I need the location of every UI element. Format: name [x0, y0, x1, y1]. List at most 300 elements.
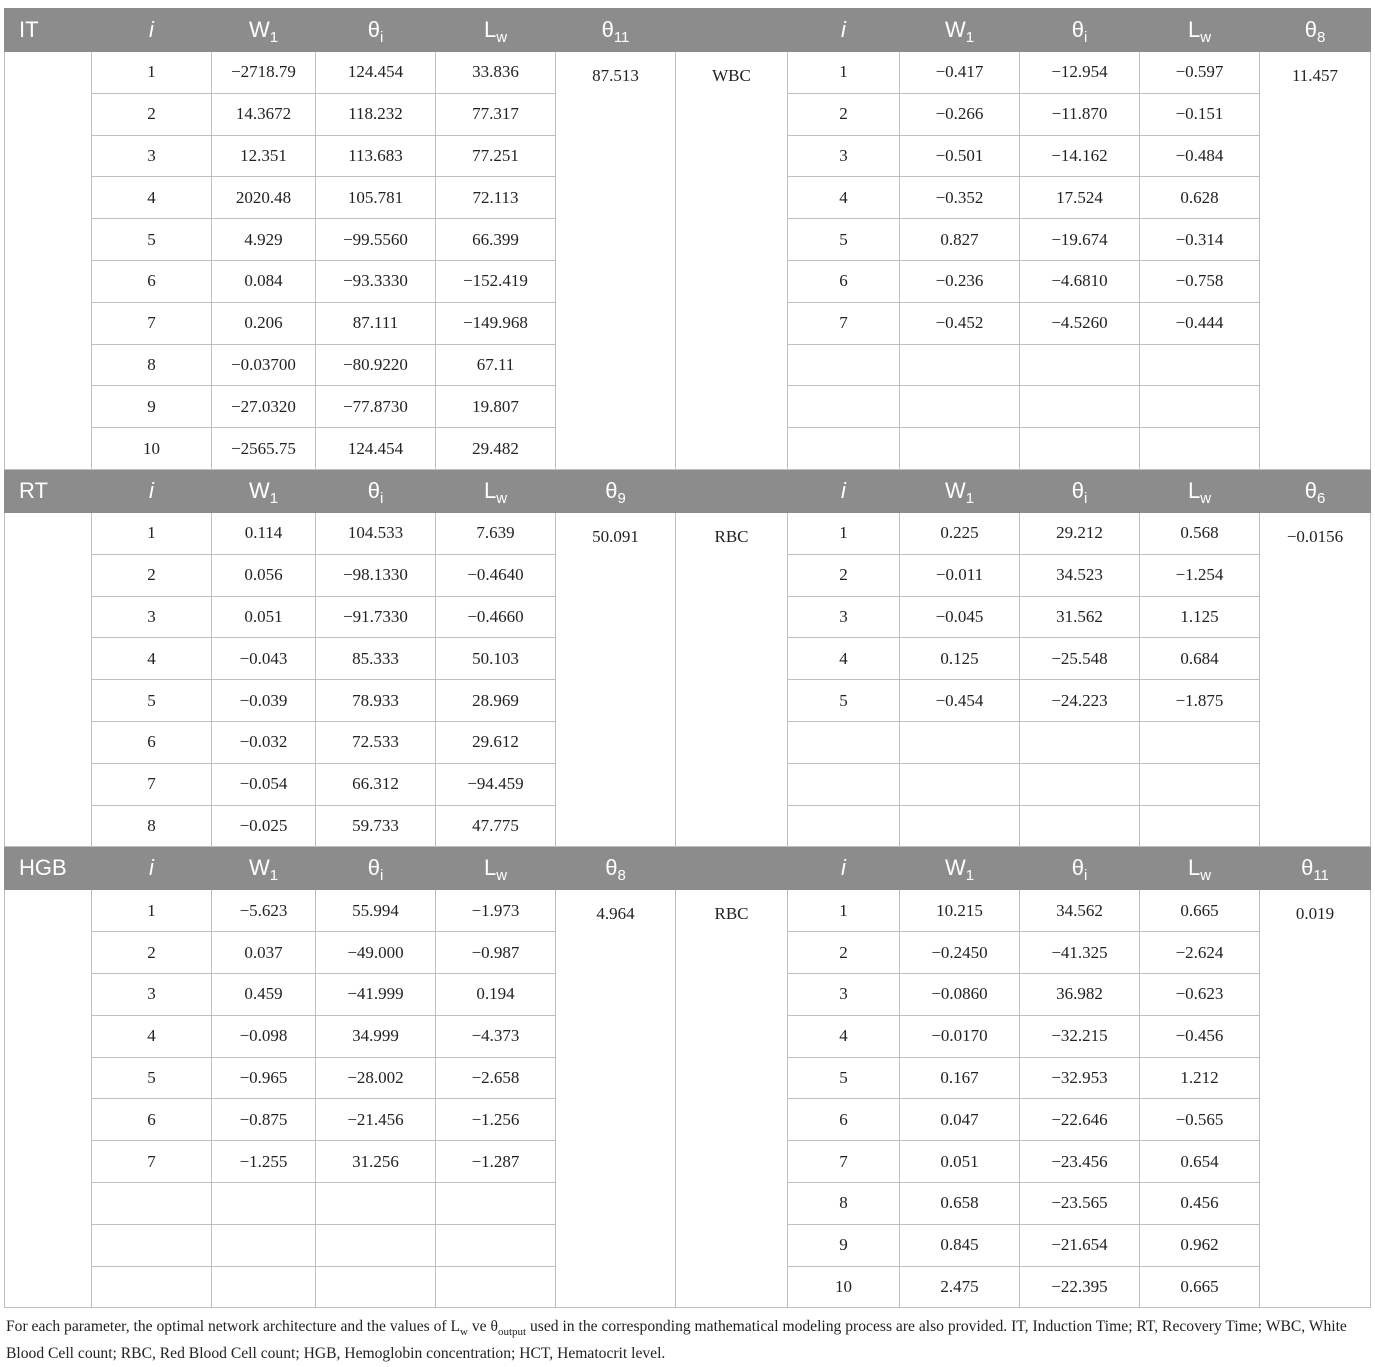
cell-lw: 0.568: [1140, 512, 1260, 554]
cell-index: 4: [788, 638, 900, 680]
cell-weight: 0.827: [900, 219, 1020, 261]
col-header-lw-symbol: L: [1187, 477, 1201, 503]
cell-theta: −98.1330: [316, 554, 436, 596]
col-header-theta-output-symbol: θ: [1301, 855, 1314, 881]
cell-index: 1: [92, 890, 212, 932]
col-header-lw: [1140, 9, 1260, 52]
cell-index: 7: [92, 1141, 212, 1183]
cell-weight: [900, 805, 1020, 847]
cell-weight: −0.011: [900, 554, 1020, 596]
cell-theta: −4.5260: [1020, 302, 1140, 344]
cell-index: 5: [788, 1057, 900, 1099]
col-header-theta-output-subscript: 6: [1316, 489, 1326, 507]
cell-index: 8: [92, 805, 212, 847]
footnote-theta-subscript: output: [497, 1326, 527, 1339]
col-header-theta-subscript: i: [1083, 867, 1088, 885]
cell-weight: −2565.75: [212, 428, 316, 470]
cell-weight: 12.351: [212, 135, 316, 177]
col-header-lw: [436, 847, 556, 890]
col-header-theta: [316, 9, 436, 52]
cell-index: 7: [788, 1141, 900, 1183]
col-header-index: [92, 469, 212, 512]
cell-weight: −0.045: [900, 596, 1020, 638]
cell-theta: [1020, 763, 1140, 805]
cell-lw: 29.482: [436, 428, 556, 470]
col-header-index-symbol: i: [841, 17, 846, 42]
cell-index: [788, 386, 900, 428]
cell-lw: 0.665: [1140, 1266, 1260, 1308]
cell-lw: 77.317: [436, 93, 556, 135]
cell-weight: [900, 763, 1020, 805]
cell-weight: 14.3672: [212, 93, 316, 135]
cell-index: 4: [92, 1015, 212, 1057]
page: [4, 8, 1370, 1364]
cell-index: 1: [788, 52, 900, 94]
cell-index: 5: [92, 219, 212, 261]
cell-theta: −99.5560: [316, 219, 436, 261]
cell-theta: −23.456: [1020, 1141, 1140, 1183]
cell-index: 7: [92, 763, 212, 805]
cell-index: 7: [92, 302, 212, 344]
col-header-theta-output-symbol: θ: [1304, 17, 1317, 42]
cell-index: 3: [788, 973, 900, 1015]
cell-weight: −0.039: [212, 680, 316, 722]
cell-theta: 72.533: [316, 721, 436, 763]
cell-lw: 0.962: [1140, 1224, 1260, 1266]
col-header-index-symbol: i: [841, 855, 846, 881]
col-header-weight-subscript: 1: [965, 867, 975, 885]
col-header-theta-subscript: i: [379, 29, 384, 46]
col-header-weight-symbol: W: [944, 17, 966, 42]
cell-weight: −27.0320: [212, 386, 316, 428]
col-header-lw-symbol: L: [483, 477, 497, 503]
cell-lw: 28.969: [436, 680, 556, 722]
cell-theta: −28.002: [316, 1057, 436, 1099]
cell-index: 4: [788, 1015, 900, 1057]
col-header-index-symbol: i: [841, 477, 846, 503]
group-label: IT: [5, 9, 92, 52]
table-row: [5, 512, 1371, 554]
cell-weight: −0.0860: [900, 973, 1020, 1015]
cell-lw: 19.807: [436, 386, 556, 428]
col-header-index: [92, 847, 212, 890]
cell-weight: 2.475: [900, 1266, 1020, 1308]
cell-index: 2: [788, 93, 900, 135]
cell-theta: −41.999: [316, 973, 436, 1015]
header-spacer: [676, 847, 788, 890]
cell-lw: [1140, 386, 1260, 428]
col-header-weight-subscript: 1: [269, 867, 279, 885]
col-header-theta-symbol: θ: [367, 477, 380, 503]
cell-index: 9: [788, 1224, 900, 1266]
group-label: HGB: [5, 847, 92, 890]
cell-index: 5: [788, 680, 900, 722]
cell-weight: −0.025: [212, 805, 316, 847]
cell-lw: 50.103: [436, 638, 556, 680]
cell-theta: 17.524: [1020, 177, 1140, 219]
cell-lw: [1140, 763, 1260, 805]
cell-weight: 2020.48: [212, 177, 316, 219]
cell-weight: 0.206: [212, 302, 316, 344]
cell-weight: 0.167: [900, 1057, 1020, 1099]
cell-lw: [1140, 344, 1260, 386]
col-header-lw: [436, 469, 556, 512]
col-header-index: [788, 9, 900, 52]
theta-output-value: −0.0156: [1260, 512, 1371, 846]
cell-index: [788, 428, 900, 470]
cell-weight: −0.875: [212, 1099, 316, 1141]
cell-theta: 29.212: [1020, 512, 1140, 554]
cell-theta: 34.523: [1020, 554, 1140, 596]
cell-weight: −0.452: [900, 302, 1020, 344]
col-header-theta-output: [556, 469, 676, 512]
cell-theta: 66.312: [316, 763, 436, 805]
col-header-lw-symbol: L: [1187, 17, 1201, 42]
cell-weight: [900, 344, 1020, 386]
cell-lw: −1.287: [436, 1141, 556, 1183]
cell-weight: −0.2450: [900, 932, 1020, 974]
col-header-theta: [316, 469, 436, 512]
cell-weight: [900, 386, 1020, 428]
table-row: [5, 52, 1371, 94]
col-header-theta: [1020, 9, 1140, 52]
cell-lw: −0.987: [436, 932, 556, 974]
col-header-theta-output-subscript: 11: [613, 29, 630, 46]
cell-weight: [900, 428, 1020, 470]
col-header-theta-symbol: θ: [1071, 477, 1084, 503]
cell-theta: 31.256: [316, 1141, 436, 1183]
footnote-text-2: ve θ: [467, 1318, 498, 1336]
cell-index: 4: [92, 638, 212, 680]
cell-weight: 0.845: [900, 1224, 1020, 1266]
cell-theta: [1020, 805, 1140, 847]
cell-weight: −0.098: [212, 1015, 316, 1057]
cell-lw: 0.194: [436, 973, 556, 1015]
group-label: RT: [5, 469, 92, 512]
col-header-lw-symbol: L: [1187, 855, 1201, 881]
cell-index: [788, 805, 900, 847]
cell-theta: 59.733: [316, 805, 436, 847]
cell-index: 2: [92, 93, 212, 135]
cell-lw: 29.612: [436, 721, 556, 763]
cell-lw: −0.758: [1140, 260, 1260, 302]
col-header-index: [788, 469, 900, 512]
cell-theta: 34.999: [316, 1015, 436, 1057]
cell-lw: −0.623: [1140, 973, 1260, 1015]
cell-lw: −1.254: [1140, 554, 1260, 596]
col-header-theta-symbol: θ: [1071, 855, 1084, 881]
cell-weight: −0.454: [900, 680, 1020, 722]
cell-weight: 0.084: [212, 260, 316, 302]
col-header-theta-output-subscript: 9: [617, 489, 626, 507]
col-header-theta-subscript: i: [1083, 489, 1088, 507]
cell-lw: 0.654: [1140, 1141, 1260, 1183]
secondary-group-label: RBC: [676, 512, 788, 846]
cell-index: 8: [92, 344, 212, 386]
table-row: [5, 890, 1371, 932]
footnote-lw-subscript: w: [460, 1326, 468, 1339]
col-header-lw-subscript: w: [496, 867, 508, 885]
cell-index: 2: [788, 932, 900, 974]
col-header-theta-output: [1260, 469, 1371, 512]
cell-theta: 113.683: [316, 135, 436, 177]
col-header-weight: [212, 469, 316, 512]
header-spacer: [676, 9, 788, 52]
cell-weight: [900, 721, 1020, 763]
cell-theta: −21.654: [1020, 1224, 1140, 1266]
cell-index: 1: [788, 512, 900, 554]
col-header-lw-subscript: w: [1200, 489, 1212, 507]
cell-theta: −23.565: [1020, 1182, 1140, 1224]
cell-lw: −2.624: [1140, 932, 1260, 974]
cell-weight: 0.056: [212, 554, 316, 596]
col-header-weight-symbol: W: [944, 477, 966, 503]
cell-index: 5: [788, 219, 900, 261]
cell-lw: 1.125: [1140, 596, 1260, 638]
cell-index: [92, 1182, 212, 1224]
cell-lw: −0.4640: [436, 554, 556, 596]
cell-lw: −149.968: [436, 302, 556, 344]
cell-index: 3: [92, 973, 212, 1015]
col-header-weight: [900, 847, 1020, 890]
cell-lw: −94.459: [436, 763, 556, 805]
cell-theta: 78.933: [316, 680, 436, 722]
cell-theta: [316, 1266, 436, 1308]
group-blank-cell: [5, 512, 92, 846]
cell-index: 4: [788, 177, 900, 219]
col-header-weight-symbol: W: [248, 855, 270, 881]
cell-lw: −0.151: [1140, 93, 1260, 135]
cell-index: 5: [92, 1057, 212, 1099]
secondary-group-label: RBC: [676, 890, 788, 1308]
cell-weight: −0.352: [900, 177, 1020, 219]
cell-theta: [316, 1182, 436, 1224]
cell-lw: [436, 1182, 556, 1224]
cell-theta: 124.454: [316, 52, 436, 94]
cell-index: 6: [92, 260, 212, 302]
cell-theta: −91.7330: [316, 596, 436, 638]
cell-lw: −4.373: [436, 1015, 556, 1057]
cell-lw: [436, 1266, 556, 1308]
cell-lw: 7.639: [436, 512, 556, 554]
theta-output-value: 50.091: [556, 512, 676, 846]
cell-theta: 124.454: [316, 428, 436, 470]
cell-theta: [1020, 721, 1140, 763]
cell-weight: 0.051: [900, 1141, 1020, 1183]
col-header-index: [788, 847, 900, 890]
cell-lw: 67.11: [436, 344, 556, 386]
cell-weight: [212, 1182, 316, 1224]
col-header-theta-symbol: θ: [367, 17, 380, 42]
cell-index: 1: [788, 890, 900, 932]
col-header-lw-symbol: L: [483, 855, 497, 881]
col-header-theta-output: [1260, 847, 1371, 890]
cell-index: 6: [788, 1099, 900, 1141]
col-header-theta-output-symbol: θ: [605, 855, 618, 881]
cell-theta: −32.215: [1020, 1015, 1140, 1057]
col-header-lw-subscript: w: [1200, 867, 1212, 885]
cell-index: 2: [788, 554, 900, 596]
cell-weight: 10.215: [900, 890, 1020, 932]
cell-theta: −22.395: [1020, 1266, 1140, 1308]
col-header-lw: [1140, 469, 1260, 512]
cell-index: 1: [92, 512, 212, 554]
cell-weight: 0.037: [212, 932, 316, 974]
cell-weight: −1.255: [212, 1141, 316, 1183]
cell-weight: [212, 1224, 316, 1266]
cell-index: 2: [92, 932, 212, 974]
cell-weight: −0.032: [212, 721, 316, 763]
col-header-theta-symbol: θ: [1071, 17, 1084, 42]
theta-output-value: 4.964: [556, 890, 676, 1308]
col-header-theta-subscript: i: [1083, 29, 1088, 46]
cell-theta: [1020, 386, 1140, 428]
footnote-text-3: used in the corresponding mathematical modeling process are also provided. IT, Induction Time; RT, Recovery Time; WBC, White Blood Cell count; RBC, Red Blood Cell count; HGB, Hemoglobin concentration; HCT, Hematocrit level.: [6, 1318, 1347, 1363]
col-header-theta-output-subscript: 8: [1316, 29, 1326, 46]
cell-theta: −93.3330: [316, 260, 436, 302]
col-header-weight-subscript: 1: [965, 489, 975, 507]
cell-theta: 34.562: [1020, 890, 1140, 932]
cell-theta: −77.8730: [316, 386, 436, 428]
cell-weight: −0.965: [212, 1057, 316, 1099]
cell-theta: [316, 1224, 436, 1266]
table-body: [5, 9, 1371, 1308]
cell-index: 6: [788, 260, 900, 302]
cell-index: 6: [92, 721, 212, 763]
col-header-index-symbol: i: [149, 17, 154, 42]
cell-weight: [212, 1266, 316, 1308]
cell-theta: −14.162: [1020, 135, 1140, 177]
col-header-index-symbol: i: [149, 477, 154, 503]
cell-weight: 0.459: [212, 973, 316, 1015]
cell-theta: −4.6810: [1020, 260, 1140, 302]
cell-lw: −0.314: [1140, 219, 1260, 261]
cell-weight: 0.114: [212, 512, 316, 554]
footnote-text-1: For each parameter, the optimal network architecture and the values of L: [6, 1318, 461, 1336]
cell-lw: 0.456: [1140, 1182, 1260, 1224]
cell-lw: −2.658: [436, 1057, 556, 1099]
theta-output-value: 0.019: [1260, 890, 1371, 1308]
cell-theta: −19.674: [1020, 219, 1140, 261]
col-header-weight: [900, 469, 1020, 512]
cell-weight: 4.929: [212, 219, 316, 261]
col-header-theta-subscript: i: [379, 867, 384, 885]
cell-theta: −22.646: [1020, 1099, 1140, 1141]
col-header-theta-output-symbol: θ: [605, 477, 618, 503]
col-header-theta-output-symbol: θ: [1304, 477, 1317, 503]
cell-theta: −25.548: [1020, 638, 1140, 680]
header-spacer: [676, 469, 788, 512]
col-header-theta-output: [556, 847, 676, 890]
cell-weight: −0.03700: [212, 344, 316, 386]
cell-lw: −152.419: [436, 260, 556, 302]
col-header-theta: [316, 847, 436, 890]
col-header-index-symbol: i: [149, 855, 154, 881]
col-header-lw: [436, 9, 556, 52]
cell-lw: −0.484: [1140, 135, 1260, 177]
cell-index: [788, 721, 900, 763]
cell-theta: −49.000: [316, 932, 436, 974]
cell-theta: 85.333: [316, 638, 436, 680]
cell-theta: 118.232: [316, 93, 436, 135]
cell-theta: −11.870: [1020, 93, 1140, 135]
cell-lw: −0.597: [1140, 52, 1260, 94]
cell-lw: −0.456: [1140, 1015, 1260, 1057]
col-header-theta-subscript: i: [379, 489, 384, 507]
cell-lw: −1.973: [436, 890, 556, 932]
cell-lw: [1140, 805, 1260, 847]
cell-weight: 0.125: [900, 638, 1020, 680]
cell-weight: 0.051: [212, 596, 316, 638]
group-blank-cell: [5, 52, 92, 470]
col-header-weight-symbol: W: [944, 855, 966, 881]
col-header-weight-subscript: 1: [269, 29, 279, 46]
cell-theta: −32.953: [1020, 1057, 1140, 1099]
group-blank-cell: [5, 890, 92, 1308]
cell-theta: −41.325: [1020, 932, 1140, 974]
cell-index: 7: [788, 302, 900, 344]
cell-index: 6: [92, 1099, 212, 1141]
theta-output-value: 87.513: [556, 52, 676, 470]
cell-lw: 33.836: [436, 52, 556, 94]
cell-weight: 0.047: [900, 1099, 1020, 1141]
cell-index: 3: [92, 135, 212, 177]
cell-lw: −1.256: [436, 1099, 556, 1141]
cell-index: 10: [92, 428, 212, 470]
col-header-weight-symbol: W: [248, 17, 270, 42]
cell-weight: −0.054: [212, 763, 316, 805]
cell-theta: [1020, 428, 1140, 470]
cell-lw: −0.4660: [436, 596, 556, 638]
cell-weight: 0.658: [900, 1182, 1020, 1224]
col-header-weight-symbol: W: [248, 477, 270, 503]
cell-index: 5: [92, 680, 212, 722]
cell-index: 3: [788, 135, 900, 177]
col-header-theta: [1020, 469, 1140, 512]
cell-theta: 104.533: [316, 512, 436, 554]
col-header-theta-output-symbol: θ: [601, 17, 614, 42]
parameters-table: [4, 8, 1371, 1308]
col-header-lw-subscript: w: [496, 489, 508, 507]
theta-output-value: 11.457: [1260, 52, 1371, 470]
col-header-theta: [1020, 847, 1140, 890]
cell-lw: 0.665: [1140, 890, 1260, 932]
col-header-lw-symbol: L: [483, 17, 497, 42]
group-header-row: [5, 9, 1371, 52]
cell-lw: −0.444: [1140, 302, 1260, 344]
cell-weight: −0.501: [900, 135, 1020, 177]
cell-index: 9: [92, 386, 212, 428]
group-header-row: [5, 847, 1371, 890]
cell-weight: −0.417: [900, 52, 1020, 94]
cell-theta: −24.223: [1020, 680, 1140, 722]
col-header-theta-output: [1260, 9, 1371, 52]
col-header-weight: [900, 9, 1020, 52]
cell-index: 1: [92, 52, 212, 94]
cell-index: 8: [788, 1182, 900, 1224]
cell-theta: 31.562: [1020, 596, 1140, 638]
cell-theta: 55.994: [316, 890, 436, 932]
cell-weight: −0.043: [212, 638, 316, 680]
cell-lw: 0.628: [1140, 177, 1260, 219]
cell-weight: −0.236: [900, 260, 1020, 302]
cell-weight: −2718.79: [212, 52, 316, 94]
col-header-theta-output-subscript: 11: [1313, 867, 1329, 885]
col-header-lw-subscript: w: [496, 29, 508, 46]
cell-lw: [1140, 721, 1260, 763]
cell-lw: [436, 1224, 556, 1266]
col-header-weight: [212, 9, 316, 52]
